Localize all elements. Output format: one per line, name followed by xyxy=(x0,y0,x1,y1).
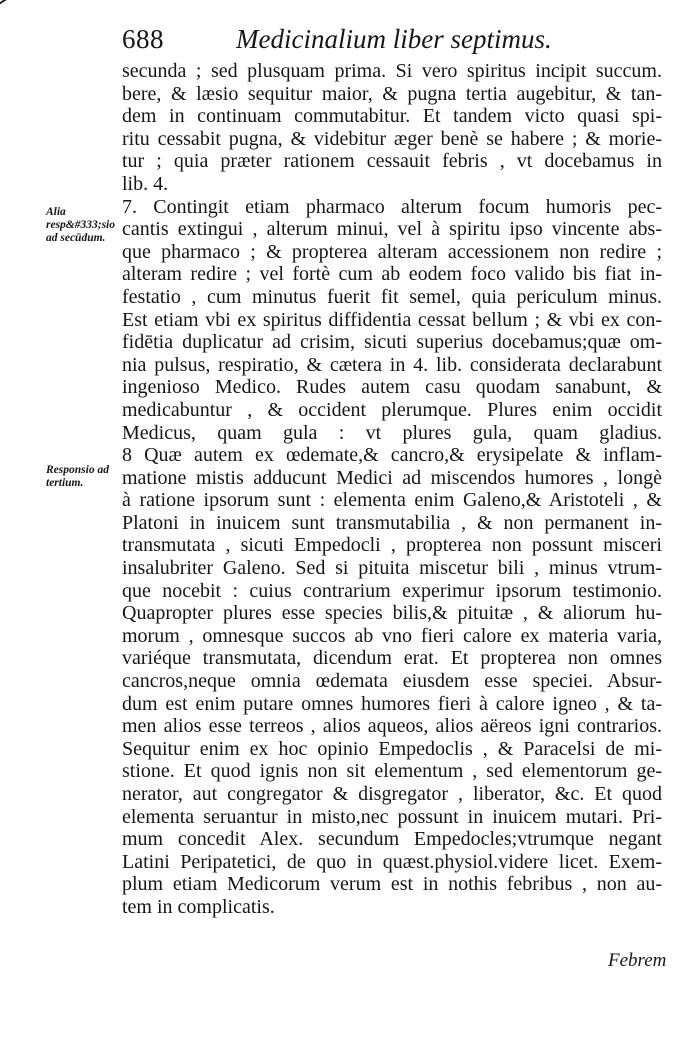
text-line: mum concedit Alex. secundum Empedocles;vtrumque negant xyxy=(122,828,662,851)
text-line: Sequitur enim ex hoc opinio Empedoclis , & Paracelsi de mi- xyxy=(122,737,662,760)
text-line: tem in complicatis. xyxy=(122,895,275,918)
text-line: cantis extingui , alterum minui, vel à spiritu ipso vincente abs- xyxy=(122,218,662,241)
page-number: 688 xyxy=(122,24,164,54)
text-line: Latini Peripatetici, de quo in quæst.physiol.videre licet. Exem- xyxy=(122,850,662,873)
text-line: tur ; quia præter rationem cessauit febris , vt docebamus in xyxy=(122,150,662,173)
text-line: men alios esse terreos , alios aqueos, alios aëreos igni contrarios. xyxy=(122,715,662,738)
text-line: bere, & læsio sequitur maior, & pugna tertia augebitur, & tan- xyxy=(122,82,662,105)
text-line: dum est enim putare omnes humores fieri à calore igneo , & ta- xyxy=(122,692,662,715)
text-line: Quapropter plures esse species bilis,& pituitæ , & aliorum hu- xyxy=(122,602,662,625)
text-line: medicabuntur , & occident plerumque. Plures enim occidit xyxy=(122,398,662,421)
text-line: alteram redire ; vel fortè cum ab eodem foco valido bis fiat in- xyxy=(122,263,662,286)
catchword: Febrem xyxy=(608,950,667,971)
text-line: variéque transmutata, dicendum erat. Et propterea non omnes xyxy=(122,647,662,670)
text-line: plum etiam Medicorum verum est in nothis febribus , non au- xyxy=(122,873,662,896)
text-line: ingenioso Medico. Rudes autem casu quodam sanabunt, & xyxy=(122,376,662,399)
text-line: morum , omnesque succos ab vno fieri calore ex materia varia, xyxy=(122,624,662,647)
text-line: nia pulsus, respiratio, & cætera in 4. lib. considerata declarabunt xyxy=(122,353,662,376)
text-line: secunda ; sed plusquam prima. Si vero spiritus incipit succum. xyxy=(122,60,662,82)
text-line: Platoni in inuicem sunt transmutabilia , & non permanent in- xyxy=(122,511,662,534)
page-header xyxy=(0,22,700,62)
text-line: à ratione ipsorum sunt : elementa enim Galeno,& Aristoteli , & xyxy=(122,489,662,512)
text-line: insalubriter Galeno. Sed si pituita miscetur bili , minus vtrum- xyxy=(122,557,662,580)
text-line: elementa seruantur in misto,nec possunt in inuicem mutari. Pri- xyxy=(122,805,662,828)
margin-note-responsio-secundum: Alia resp&#333;sio ad secūdum. xyxy=(46,206,115,244)
text-line: que nocebit : cuius contrarium experimur ipsorum testimonio. xyxy=(122,579,662,602)
text-line: ritu cessabit pugna, & videbitur æger benè se habere ; & morie- xyxy=(122,127,662,150)
margin-note-responsio-tertium: Responsio ad tertium. xyxy=(46,464,109,489)
running-title: Medicinalium liber septimus. xyxy=(236,24,552,54)
text-line: festatio , cum minutus fuerit fit semel, quia periculum minus. xyxy=(122,285,662,308)
body-text xyxy=(122,60,662,919)
text-line: Est etiam vbi ex spiritus diffidentia cessat bellum ; & vbi ex con- xyxy=(122,308,662,331)
text-line: Medicus, quam gula : vt plures gula, quam gladius. xyxy=(122,421,662,444)
text-line: 7. Contingit etiam pharmaco alterum focum humoris pec- xyxy=(122,195,662,218)
text-line: 8 Quæ autem ex œdemate,& cancro,& erysipelate & inflam- xyxy=(122,444,662,467)
text-line: stione. Et quod ignis non sit elementum , sed elementorum ge- xyxy=(122,760,662,783)
text-line: fidētia duplicatur ad crisim, sicuti superius docebamus;quæ om- xyxy=(122,331,662,354)
text-line: lib. 4. xyxy=(122,172,169,195)
text-line: nerator, aut congregator & disgregator , liberator, &c. Et quod xyxy=(122,783,662,805)
text-line: cancros,neque omnia œdemata eiusdem esse speciei. Absur- xyxy=(122,670,662,693)
text-line: que pharmaco ; & propterea alteram accessionem non redire ; xyxy=(122,240,662,263)
text-line: matione mistis adducunt Medici ad miscendos humores , longè xyxy=(122,466,662,489)
text-line: dem in continuam commutabitur. Et tandem victo quasi spi- xyxy=(122,105,662,128)
text-line: transmutata , sicuti Empedocli , propterea non possunt misceri xyxy=(122,534,662,557)
